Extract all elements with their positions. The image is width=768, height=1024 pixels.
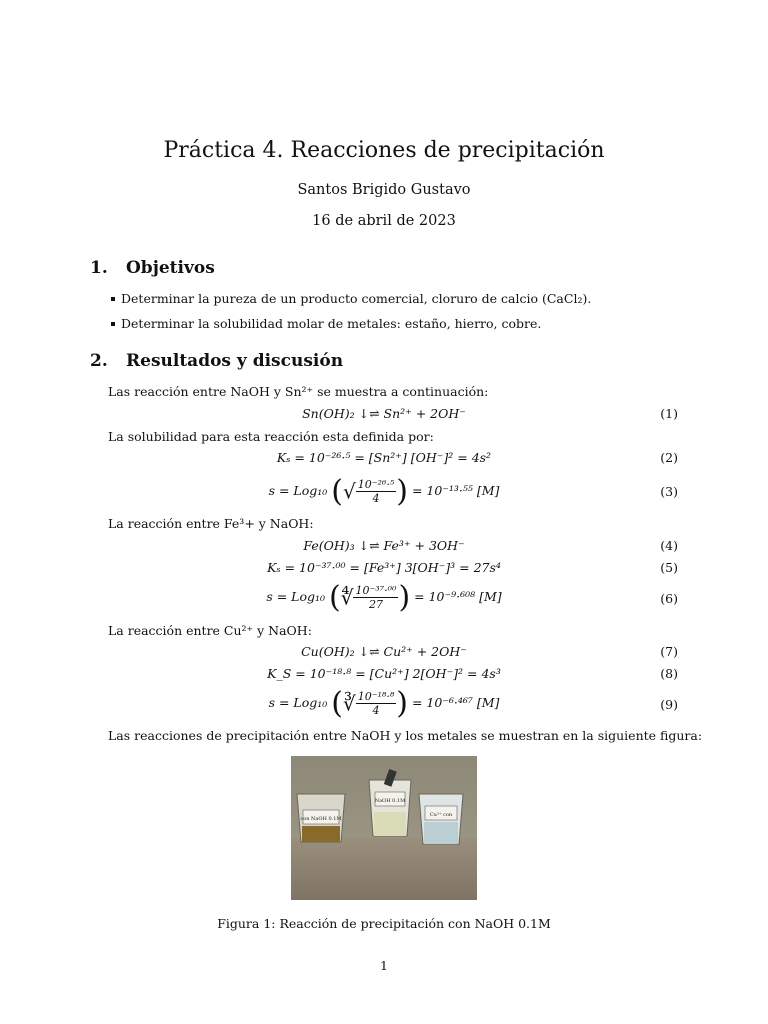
equation-number: (6) bbox=[660, 591, 678, 606]
fraction bbox=[356, 478, 397, 505]
beaker-middle-label: NaOH 0.1M bbox=[374, 798, 406, 804]
left-paren: ( bbox=[331, 686, 343, 721]
beaker-right bbox=[419, 794, 463, 844]
page-number: 1 bbox=[380, 958, 388, 973]
equation-number: (8) bbox=[660, 666, 678, 681]
paragraph: Las reacción entre NaOH y Sn²⁺ se muestra a continuación: bbox=[108, 384, 489, 399]
author-name: Santos Brigido Gustavo bbox=[297, 182, 471, 198]
beaker-left-label: con NaOH 0.1M bbox=[300, 816, 342, 822]
photo-table bbox=[291, 838, 477, 900]
denominator: 4 bbox=[372, 704, 380, 717]
equation-4: Fe(OH)₃ ↓⇌ Fe³⁺ + 3OH⁻ bbox=[303, 538, 465, 553]
eq-lhs: s = Log₁₀ bbox=[268, 483, 328, 498]
paragraph: La solubilidad para esta reacción esta definida por: bbox=[108, 429, 434, 444]
equation-number: (2) bbox=[660, 450, 678, 465]
equation-number: (9) bbox=[660, 697, 678, 712]
eq-rhs: = 10⁻¹³·⁵⁵ [M] bbox=[411, 483, 500, 498]
beaker-left bbox=[297, 794, 345, 842]
objective-text: Determinar la pureza de un producto comercial, cloruro de calcio (CaCl₂). bbox=[121, 291, 592, 306]
numerator: 10⁻³⁷·⁰⁰ bbox=[355, 584, 397, 597]
objective-text: Determinar la solubilidad molar de metales: estaño, hierro, cobre. bbox=[121, 316, 542, 331]
objective-item bbox=[111, 291, 591, 306]
section-heading-objetivos bbox=[90, 258, 215, 278]
equation-number: (7) bbox=[660, 644, 678, 659]
denominator: 27 bbox=[368, 598, 383, 611]
equation-3 bbox=[0, 474, 768, 509]
radical-sign: ∜ bbox=[340, 585, 354, 610]
radical-sign: √ bbox=[342, 479, 356, 504]
eq-rhs: = 10⁻⁶·⁴⁶⁷ [M] bbox=[411, 695, 500, 710]
radical-sign: ∛ bbox=[342, 691, 356, 716]
section-number: 2. bbox=[90, 351, 108, 371]
right-paren: ) bbox=[396, 686, 408, 721]
document-title: Práctica 4. Reacciones de precipitación bbox=[163, 138, 605, 163]
denominator: 4 bbox=[372, 492, 380, 505]
eq-rhs: = 10⁻⁹·⁶⁰⁸ [M] bbox=[414, 589, 502, 604]
equation-5: Kₛ = 10⁻³⁷·⁰⁰ = [Fe³⁺] 3[OH⁻]³ = 27s⁴ bbox=[267, 560, 501, 575]
paragraph: Las reacciones de precipitación entre NaOH y los metales se muestran en la siguiente figura: bbox=[108, 728, 703, 743]
equation-number: (1) bbox=[660, 406, 678, 421]
section-heading-resultados bbox=[90, 351, 343, 371]
eq-lhs: s = Log₁₀ bbox=[268, 695, 328, 710]
right-paren: ) bbox=[396, 474, 408, 509]
figure-caption: Figura 1: Reacción de precipitación con NaOH 0.1M bbox=[217, 916, 551, 931]
fraction bbox=[356, 690, 397, 717]
equation-2: Kₛ = 10⁻²⁶·⁵ = [Sn²⁺] [OH⁻]² = 4s² bbox=[276, 450, 492, 465]
bullet-marker bbox=[111, 322, 115, 326]
equation-number: (5) bbox=[660, 560, 678, 575]
section-title: Resultados y discusión bbox=[126, 351, 344, 371]
document-date: 16 de abril de 2023 bbox=[312, 213, 456, 229]
paragraph: La reacción entre Cu²⁺ y NaOH: bbox=[108, 623, 312, 638]
section-number: 1. bbox=[90, 258, 108, 278]
objective-item bbox=[111, 316, 541, 331]
numerator: 10⁻²⁶·⁵ bbox=[357, 478, 395, 491]
equation-9 bbox=[0, 686, 768, 721]
bullet-marker bbox=[111, 297, 115, 301]
section-title: Objetivos bbox=[126, 258, 215, 278]
equation-6 bbox=[0, 580, 768, 615]
fraction bbox=[353, 584, 398, 611]
equation-1: Sn(OH)₂ ↓⇌ Sn²⁺ + 2OH⁻ bbox=[302, 406, 466, 421]
equation-8: K_S = 10⁻¹⁸·⁸ = [Cu²⁺] 2[OH⁻]² = 4s³ bbox=[267, 666, 501, 681]
figure-photo bbox=[291, 756, 477, 900]
paragraph: La reacción entre Fe³+ y NaOH: bbox=[108, 516, 314, 531]
equation-number: (4) bbox=[660, 538, 678, 553]
right-paren: ) bbox=[398, 580, 411, 615]
numerator: 10⁻¹⁸·⁸ bbox=[357, 690, 395, 703]
left-paren: ( bbox=[329, 580, 341, 615]
equation-7: Cu(OH)₂ ↓⇌ Cu²⁺ + 2OH⁻ bbox=[301, 644, 467, 659]
beaker-right-label: Cu²⁺ con bbox=[429, 812, 453, 818]
eq-lhs: s = Log₁₀ bbox=[266, 589, 326, 604]
left-paren: ( bbox=[331, 474, 343, 509]
equation-number: (3) bbox=[660, 484, 678, 499]
